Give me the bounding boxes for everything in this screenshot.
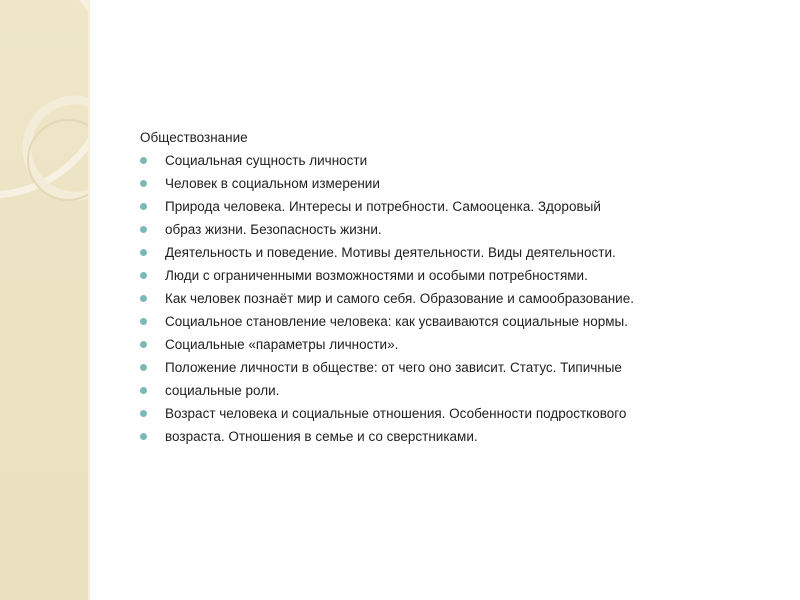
- list-item: Положение личности в обществе: от чего оно зависит. Статус. Типичные: [140, 356, 780, 379]
- list-item: Социальное становление человека: как усваиваются социальные нормы.: [140, 310, 780, 333]
- bullet-icon: [140, 341, 147, 348]
- bullet-icon: [140, 410, 147, 417]
- bullet-icon: [140, 180, 147, 187]
- list-item: Социальные «параметры личности».: [140, 333, 780, 356]
- slide-heading: Обществознание: [140, 130, 248, 145]
- bullet-icon: [140, 272, 147, 279]
- bullet-icon: [140, 249, 147, 256]
- list-item: образ жизни. Безопасность жизни.: [140, 218, 780, 241]
- bullet-list: [140, 149, 780, 448]
- bullet-icon: [140, 318, 147, 325]
- list-item: Социальная сущность личности: [140, 149, 780, 172]
- list-item: Возраст человека и социальные отношения. Особенности подросткового: [140, 402, 780, 425]
- bullet-icon: [140, 387, 147, 394]
- bullet-icon: [140, 295, 147, 302]
- panel-divider: [88, 0, 90, 600]
- list-item: Природа человека. Интересы и потребности. Самооценка. Здоровый: [140, 195, 780, 218]
- list-item: возраста. Отношения в семье и со сверстниками.: [140, 425, 780, 448]
- list-item: Люди с ограниченными возможностями и особыми потребностями.: [140, 264, 780, 287]
- list-item: Деятельность и поведение. Мотивы деятельности. Виды деятельности.: [140, 241, 780, 264]
- bullet-icon: [140, 226, 147, 233]
- slide-content: [140, 126, 780, 448]
- bullet-icon: [140, 433, 147, 440]
- bullet-icon: [140, 157, 147, 164]
- list-item: социальные роли.: [140, 379, 780, 402]
- decorative-circles-icon: [0, 0, 88, 600]
- bullet-icon: [140, 203, 147, 210]
- list-item: Человек в социальном измерении: [140, 172, 780, 195]
- decorative-side-panel: [0, 0, 88, 600]
- list-item: Как человек познаёт мир и самого себя. Образование и самообразование.: [140, 287, 780, 310]
- bullet-icon: [140, 364, 147, 371]
